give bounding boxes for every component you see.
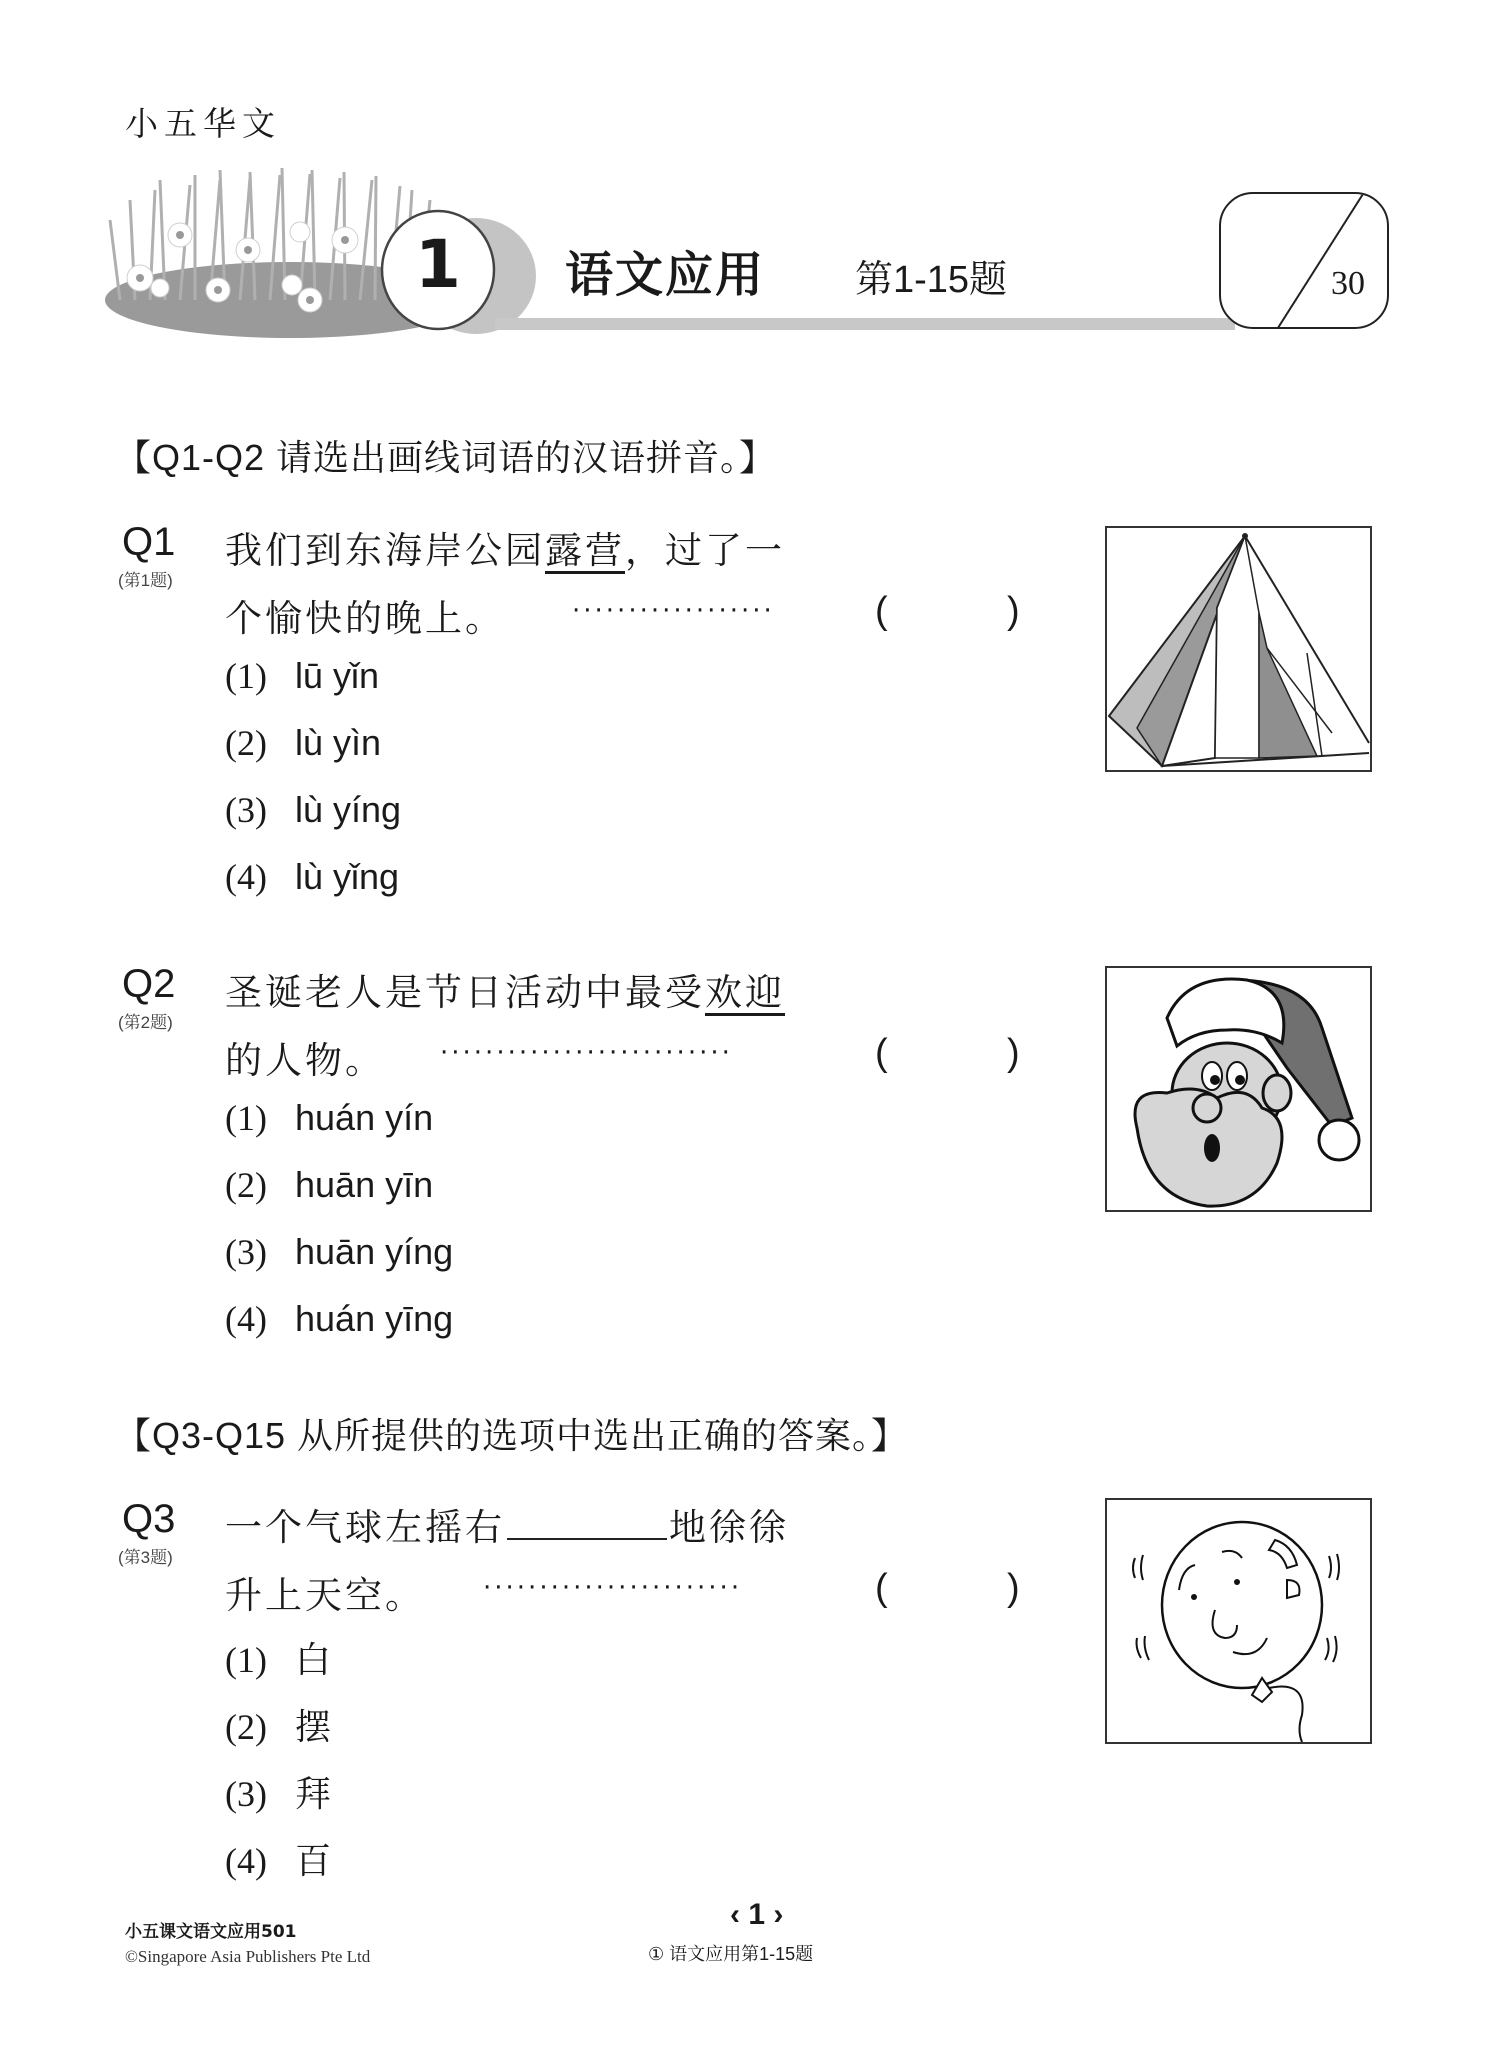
question-text-line-2: 的人物。	[225, 1039, 385, 1082]
option-1[interactable]	[225, 1097, 433, 1139]
option-number: (2)	[225, 1707, 267, 1747]
option-number: (1)	[225, 656, 267, 696]
copyright-notice: ©Singapore Asia Publishers Pte Ltd	[125, 1947, 371, 1966]
option-4[interactable]	[225, 1833, 331, 1884]
option-number: (1)	[225, 1640, 267, 1680]
santa-claus-illustration	[1105, 966, 1372, 1212]
leader-dots: ·······················	[483, 1573, 743, 1603]
tent-illustration	[1105, 526, 1372, 772]
page-number: ‹ 1 ›	[730, 1898, 784, 1931]
option-text: 拜	[295, 1774, 332, 1815]
question-label: Q1	[122, 520, 176, 564]
answer-field[interactable]	[895, 1567, 1005, 1613]
question-sub-label: (第1题)	[118, 571, 173, 590]
option-1[interactable]	[225, 655, 379, 697]
subject-label: 小五华文	[125, 104, 281, 143]
question-text-line-2: 个愉快的晚上。	[225, 597, 505, 640]
question-text-line-2: 升上天空。	[225, 1574, 425, 1617]
balloon-face-illustration	[1105, 1498, 1372, 1744]
option-2[interactable]	[225, 1164, 433, 1206]
question-text-line-1	[225, 520, 785, 574]
option-number: (3)	[225, 1774, 267, 1814]
option-3[interactable]	[225, 1231, 453, 1273]
answer-field[interactable]	[895, 590, 1005, 636]
option-number: (2)	[225, 723, 267, 763]
answer-field[interactable]	[895, 1032, 1005, 1078]
option-number: (3)	[225, 1232, 267, 1272]
option-text: lù yìn	[295, 722, 382, 763]
leader-dots: ··················	[572, 596, 775, 626]
option-text: huān yīn	[295, 1164, 434, 1205]
option-2[interactable]	[225, 1699, 331, 1750]
chapter-title: 语文应用	[565, 247, 766, 303]
question-text: ，过了一	[625, 529, 785, 572]
chapter-number-badge	[378, 208, 498, 333]
option-1[interactable]	[225, 1632, 331, 1683]
answer-bracket-close: )	[1007, 590, 1020, 632]
section-heading-q3-q15: 【Q3-Q15 从所提供的选项中选出正确的答案。】	[115, 1415, 909, 1456]
question-text: 一个气球左摇右	[225, 1506, 505, 1549]
option-text: 白	[295, 1640, 332, 1681]
question-label: Q2	[122, 962, 176, 1006]
answer-bracket-close: )	[1007, 1567, 1020, 1609]
option-text: 摆	[295, 1707, 332, 1748]
fill-in-blank[interactable]	[507, 1506, 667, 1540]
question-text-line-1	[225, 1497, 789, 1551]
option-text: lū yǐn	[295, 655, 380, 696]
book-title: 小五课文语文应用501	[125, 1922, 297, 1942]
option-text: lù yíng	[295, 789, 402, 830]
question-text-line-1	[225, 962, 785, 1016]
option-text: huán yīng	[295, 1298, 454, 1339]
question-text: 圣诞老人是节日活动中最受	[225, 971, 705, 1014]
question-sub-label: (第3题)	[118, 1548, 173, 1567]
question-label: Q3	[122, 1497, 176, 1541]
option-3[interactable]	[225, 789, 401, 831]
chapter-range: 第1-15题	[855, 259, 1008, 301]
option-4[interactable]	[225, 1298, 453, 1340]
underlined-word: 露营	[545, 529, 625, 572]
chapter-reference: ① 语文应用第1-15题	[648, 1944, 814, 1964]
option-text: lù yǐng	[295, 856, 400, 897]
option-number: (1)	[225, 1098, 267, 1138]
answer-bracket-open: (	[875, 590, 888, 632]
answer-bracket-close: )	[1007, 1032, 1020, 1074]
option-number: (3)	[225, 790, 267, 830]
question-sub-label: (第2题)	[118, 1013, 173, 1032]
leader-dots: ··························	[440, 1038, 733, 1068]
option-number: (4)	[225, 857, 267, 897]
option-2[interactable]	[225, 722, 381, 764]
option-text: 百	[295, 1841, 332, 1882]
question-text: 我们到东海岸公园	[225, 529, 545, 572]
underlined-word: 欢迎	[705, 971, 785, 1014]
title-underline-bar	[495, 318, 1235, 330]
option-text: huán yín	[295, 1097, 434, 1138]
chapter-number: 1	[415, 226, 461, 303]
section-heading-q1-q2: 【Q1-Q2 请选出画线词语的汉语拼音。】	[115, 437, 777, 478]
option-text: huān yíng	[295, 1231, 454, 1272]
answer-bracket-open: (	[875, 1032, 888, 1074]
score-box	[1219, 192, 1389, 329]
option-number: (2)	[225, 1165, 267, 1205]
question-text: 地徐徐	[669, 1506, 789, 1549]
option-4[interactable]	[225, 856, 399, 898]
score-total: 30	[1331, 265, 1365, 302]
option-3[interactable]	[225, 1766, 331, 1817]
option-number: (4)	[225, 1299, 267, 1339]
answer-bracket-open: (	[875, 1567, 888, 1609]
option-number: (4)	[225, 1841, 267, 1881]
